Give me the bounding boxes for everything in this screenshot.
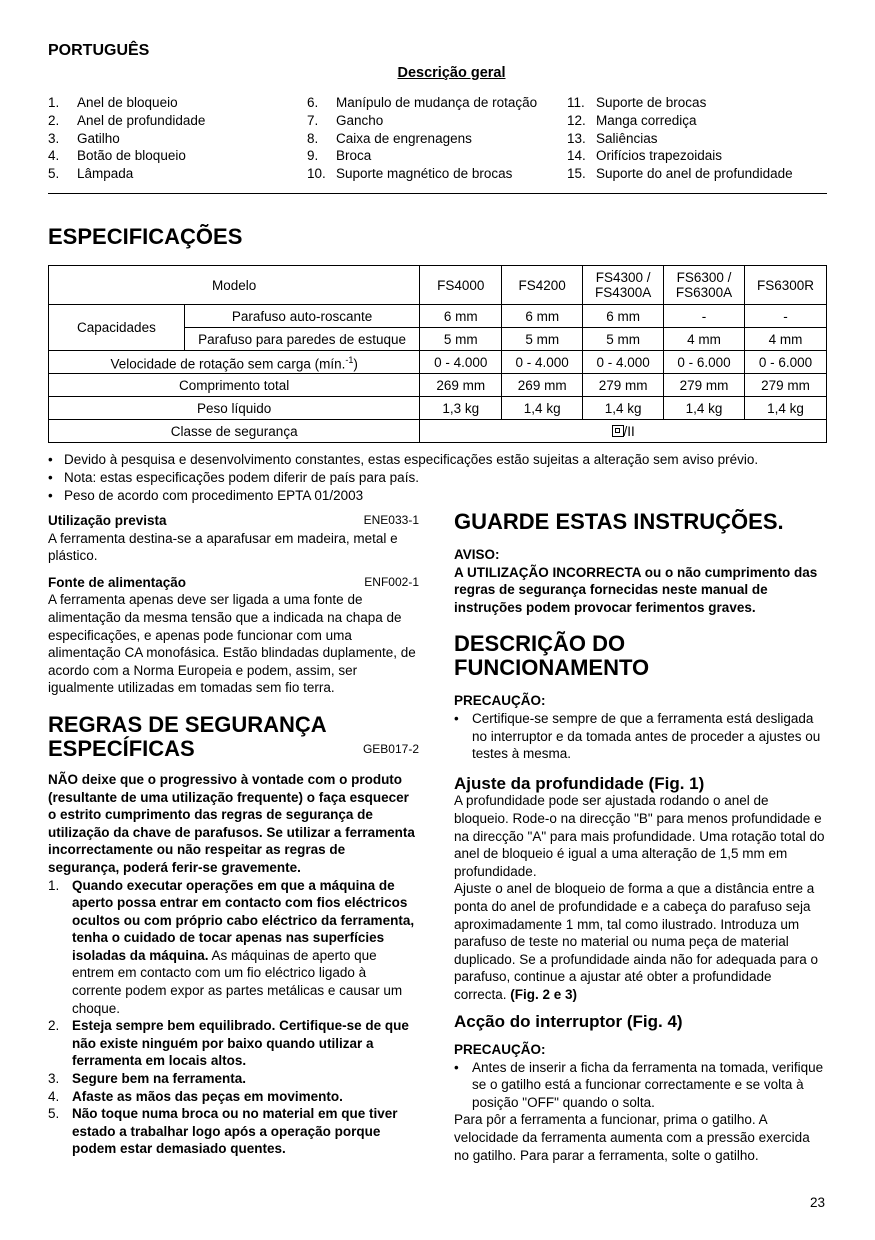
caution-list: [454, 1059, 827, 1112]
table-row: [49, 351, 827, 374]
value-cell: 6 mm: [420, 305, 502, 328]
model-cell: FS4200: [502, 266, 583, 305]
row-label: [49, 351, 420, 374]
part-label: Manípulo de mudança de rotação: [336, 95, 538, 110]
right-column: [454, 510, 827, 1164]
depth-text-1: A profundidade pode ser ajustada rodando o anel de bloqueio. Rode-o na direcção "B" para menos profundidade e na direcção "A" para mais profundidade. Uma rotação total do anel de bloqueio é igual a uma alteração de 1,5 mm em profundidade.: [454, 793, 825, 879]
save-instructions-heading: GUARDE ESTAS INSTRUÇÕES.: [454, 509, 784, 534]
caution-list: [454, 710, 827, 763]
functional-title-1: DESCRIÇÃO DO: [454, 631, 626, 657]
depth-fig-ref: (Fig. 2 e 3): [506, 986, 578, 1002]
capacities-label: Capacidades: [49, 305, 185, 351]
list-item: [48, 1088, 419, 1106]
list-item: [48, 1070, 419, 1088]
list-text: Não toque numa broca ou no material em que tiver estado a trabalhar logo após a operação porque podem estar demasiado quentes.: [72, 1106, 398, 1157]
table-row: [49, 397, 827, 420]
value-cell: 0 - 4.000: [420, 351, 502, 374]
double-insulation-icon: [612, 425, 624, 437]
part-label: Anel de bloqueio: [77, 95, 178, 110]
value-cell: 0 - 6.000: [664, 351, 745, 374]
value-cell: 1,3 kg: [420, 397, 502, 420]
table-row: [49, 305, 827, 328]
part-number: 10.: [307, 166, 326, 182]
part-item: [567, 165, 793, 183]
list-item: [48, 469, 758, 487]
list-item: [454, 710, 827, 763]
list-text-rest: As máquinas de aperto que entrem em contacto com um fio eléctrico ligado à corrente podem expor as partes metálicas e causar um choque.: [72, 947, 403, 1016]
part-label: Orifícios trapezoidais: [596, 148, 723, 164]
part-item: [567, 94, 793, 112]
parts-list-col-1: [48, 94, 205, 183]
depth-adjust-heading: Ajuste da profundidade (Fig. 1): [454, 773, 705, 793]
value-cell: 1,4 kg: [745, 397, 827, 420]
part-label: Manga corrediça: [596, 112, 697, 128]
row-label: Comprimento total: [49, 374, 420, 397]
value-cell: 0 - 6.000: [745, 351, 827, 374]
model-label: Modelo: [49, 266, 420, 305]
safety-rules-heading: [48, 713, 419, 761]
value-cell: 5 mm: [502, 328, 583, 351]
row-label: Peso líquido: [49, 397, 420, 420]
part-item: [48, 94, 205, 112]
part-item: [307, 165, 537, 183]
value-cell: -: [664, 305, 745, 328]
part-label: Caixa de engrenagens: [336, 130, 472, 146]
part-label: Saliências: [596, 130, 658, 146]
part-label: Botão de bloqueio: [77, 148, 186, 164]
caution-label: PRECAUÇÃO:: [454, 1042, 546, 1058]
intended-use-heading: [48, 512, 419, 530]
list-text: Esteja sempre bem equilibrado. Certifique-se de que não existe ninguém por baixo quando utilizar a ferramenta em locais altos.: [72, 1018, 409, 1069]
row-label: Classe de segurança: [49, 420, 420, 443]
part-label: Suporte do anel de profundidade: [596, 166, 793, 182]
part-number: 8.: [307, 130, 319, 146]
table-header-row: [49, 266, 827, 305]
doc-code: GEB017-2: [362, 742, 419, 757]
part-number: 6.: [307, 95, 319, 110]
intended-use-title: Utilização prevista: [48, 513, 167, 528]
part-item: [48, 165, 205, 183]
part-label: Suporte magnético de brocas: [336, 166, 513, 182]
doc-code: ENF002-1: [364, 574, 419, 589]
speed-label-sup: -1: [345, 354, 354, 365]
part-number: 11.: [567, 95, 585, 110]
list-text: Afaste as mãos das peças em movimento.: [72, 1088, 343, 1104]
part-item: [307, 112, 537, 130]
power-supply-title: Fonte de alimentação: [48, 574, 187, 590]
note-text: Devido à pesquisa e desenvolvimento constantes, estas especificações estão sujeitas a alteração sem aviso prévio.: [64, 452, 759, 467]
page-number: 23: [810, 1195, 826, 1210]
part-number: 12.: [567, 112, 586, 128]
model-cell-text: FS6300 / FS6300A: [675, 270, 733, 300]
part-number: 14.: [567, 148, 586, 164]
power-supply-heading: [48, 574, 419, 592]
safety-rules-title-2: ESPECÍFICAS: [48, 735, 195, 761]
safety-intro: NÃO deixe que o progressivo à vontade com o produto (resultante de uma utilização frequente) o faça esquecer o estrito cumprimento das regras de segurança de utilização da chave de parafusos. Se utilizar a ferramenta incorrectamente ou não respeitar as regras de segurança, poderá ferir-se gravemente.: [48, 771, 415, 875]
value-cell: 1,4 kg: [664, 397, 745, 420]
caution-label: PRECAUÇÃO:: [454, 693, 546, 709]
section-divider: [48, 193, 827, 194]
list-text: Segure bem na ferramenta.: [72, 1071, 247, 1087]
language-heading: PORTUGUÊS: [48, 42, 150, 59]
intended-use-text: A ferramenta destina-se a aparafusar em madeira, metal e plástico.: [48, 530, 398, 564]
model-cell: FS4000: [420, 266, 502, 305]
part-item: [48, 147, 205, 165]
value-cell: 6 mm: [502, 305, 583, 328]
list-number: 5.: [48, 1106, 60, 1122]
value-cell: 0 - 4.000: [502, 351, 583, 374]
doc-code: ENE033-1: [363, 513, 419, 527]
value-cell: 279 mm: [664, 374, 745, 397]
bullet: •: [454, 1059, 459, 1075]
model-cell-text: FS4300 / FS4300A: [594, 270, 652, 300]
spec-notes: [48, 451, 758, 505]
switch-action-heading: Acção do interruptor (Fig. 4): [454, 1012, 683, 1032]
functional-title-2: FUNCIONAMENTO: [454, 655, 650, 681]
part-item: [307, 147, 537, 165]
part-label: Suporte de brocas: [596, 95, 707, 110]
part-number: 4.: [48, 148, 60, 164]
part-item: [307, 130, 537, 148]
specifications-table: [48, 265, 827, 443]
bullet: •: [48, 452, 53, 467]
list-item: [48, 877, 419, 1018]
part-item: [567, 147, 793, 165]
list-item: [48, 487, 758, 505]
part-item: [307, 94, 537, 112]
list-item: [48, 451, 758, 469]
row-label: Parafuso para paredes de estuque: [184, 328, 419, 351]
safety-class-cell: [420, 420, 827, 443]
part-item: [567, 112, 793, 130]
safety-rules-list: [48, 877, 419, 1159]
speed-label-end: ): [353, 356, 358, 372]
bullet: •: [454, 710, 459, 726]
speed-label-text: Velocidade de rotação sem carga (mín.: [110, 356, 346, 372]
part-number: 15.: [567, 166, 586, 182]
part-label: Gatilho: [77, 130, 120, 146]
value-cell: 5 mm: [583, 328, 664, 351]
list-number: 1.: [48, 877, 60, 893]
list-item: [454, 1059, 827, 1112]
list-item: [48, 1017, 419, 1070]
list-text-bold: Quando executar operações em que a máquina de aperto possa entrar em contacto com fios eléctricos ocultos ou com próprio cabo eléctrico da ferramenta, tenha o cuidado de tocar apenas nas superfícies isoladas da máquina.: [72, 877, 415, 963]
part-label: Lâmpada: [77, 166, 134, 182]
depth-text-2: [454, 880, 827, 1003]
model-cell: [664, 266, 745, 305]
part-number: 9.: [307, 148, 319, 164]
note-text: Peso de acordo com procedimento EPTA 01/2003: [64, 488, 364, 503]
model-cell: [583, 266, 664, 305]
value-cell: 269 mm: [420, 374, 502, 397]
part-item: [48, 112, 205, 130]
value-cell: 1,4 kg: [502, 397, 583, 420]
part-item: [567, 130, 793, 148]
value-cell: -: [745, 305, 827, 328]
note-text: Nota: estas especificações podem diferir de país para país.: [64, 470, 419, 485]
value-cell: 6 mm: [583, 305, 664, 328]
safety-class-value: /II: [623, 423, 635, 439]
list-item: [48, 1105, 419, 1158]
value-cell: 269 mm: [502, 374, 583, 397]
list-text: [72, 877, 419, 1018]
depth-text-2-body: Ajuste o anel de bloqueio de forma a que a distância entre a ponta do anel de profundidade e a cabeça do parafuso seja aproximadamente 1 mm, tal como ilustrado. Introduza um parafuso de teste no material ou numa peça de material duplicado. Se a profundidade ainda não for adequada para o parafuso, continue a ajustar até obter a profundidade correcta.: [454, 881, 819, 1002]
caution-text: Antes de inserir a ficha da ferramenta na tomada, verifique se o gatilho está a funcionar correctamente e se volta à posição "OFF" quando o solta.: [472, 1059, 824, 1110]
power-supply-text: A ferramenta apenas deve ser ligada a uma fonte de alimentação da mesma tensão que a indicada na chapa de especificações, e apenas pode funcionar com uma alimentação CA monofásica. Estão blindadas duplamente, de acordo com a Norma Europeia e podem, assim, ser igualmente utilizadas em tomadas sem fio terra.: [48, 592, 416, 696]
part-number: 2.: [48, 112, 60, 128]
part-number: 13.: [567, 130, 586, 146]
functional-description-heading: [454, 632, 827, 680]
value-cell: 4 mm: [664, 328, 745, 351]
value-cell: 1,4 kg: [583, 397, 664, 420]
list-number: 4.: [48, 1088, 60, 1104]
value-cell: 5 mm: [420, 328, 502, 351]
warning-label: AVISO:: [454, 547, 500, 562]
part-item: [48, 130, 205, 148]
bullet: •: [48, 470, 53, 485]
table-row: [49, 374, 827, 397]
value-cell: 4 mm: [745, 328, 827, 351]
value-cell: 0 - 4.000: [583, 351, 664, 374]
left-column: [48, 512, 419, 1158]
part-number: 5.: [48, 166, 60, 182]
part-label: Gancho: [336, 112, 384, 128]
part-label: Anel de profundidade: [77, 112, 206, 128]
warning-text: A UTILIZAÇÃO INCORRECTA ou o não cumprimento das regras de segurança fornecidas neste manual de instruções podem provocar ferimentos graves.: [454, 564, 818, 615]
value-cell: 279 mm: [745, 374, 827, 397]
caution-text: Certifique-se sempre de que a ferramenta está desligada no interruptor e da tomada antes de proceder a ajustes ou testes à mesma.: [472, 710, 821, 762]
switch-text: Para pôr a ferramenta a funcionar, prima o gatilho. A velocidade da ferramenta aumenta com a pressão exercida no gatilho. Para parar a ferramenta, solte o gatilho.: [454, 1112, 810, 1163]
row-label: Parafuso auto-roscante: [184, 305, 419, 328]
general-description-title: Descrição geral: [397, 65, 506, 81]
part-number: 7.: [307, 112, 319, 128]
list-number: 3.: [48, 1071, 60, 1087]
part-label: Broca: [336, 148, 372, 164]
bullet: •: [48, 488, 53, 503]
part-number: 3.: [48, 130, 60, 146]
safety-rules-title-1: REGRAS DE SEGURANÇA: [48, 711, 327, 737]
part-number: 1.: [48, 95, 60, 110]
specifications-heading: ESPECIFICAÇÕES: [48, 224, 243, 249]
parts-list-col-3: [567, 94, 793, 183]
list-number: 2.: [48, 1018, 60, 1034]
value-cell: 279 mm: [583, 374, 664, 397]
parts-list-col-2: [307, 94, 537, 183]
model-cell: FS6300R: [745, 266, 827, 305]
table-row: [49, 420, 827, 443]
